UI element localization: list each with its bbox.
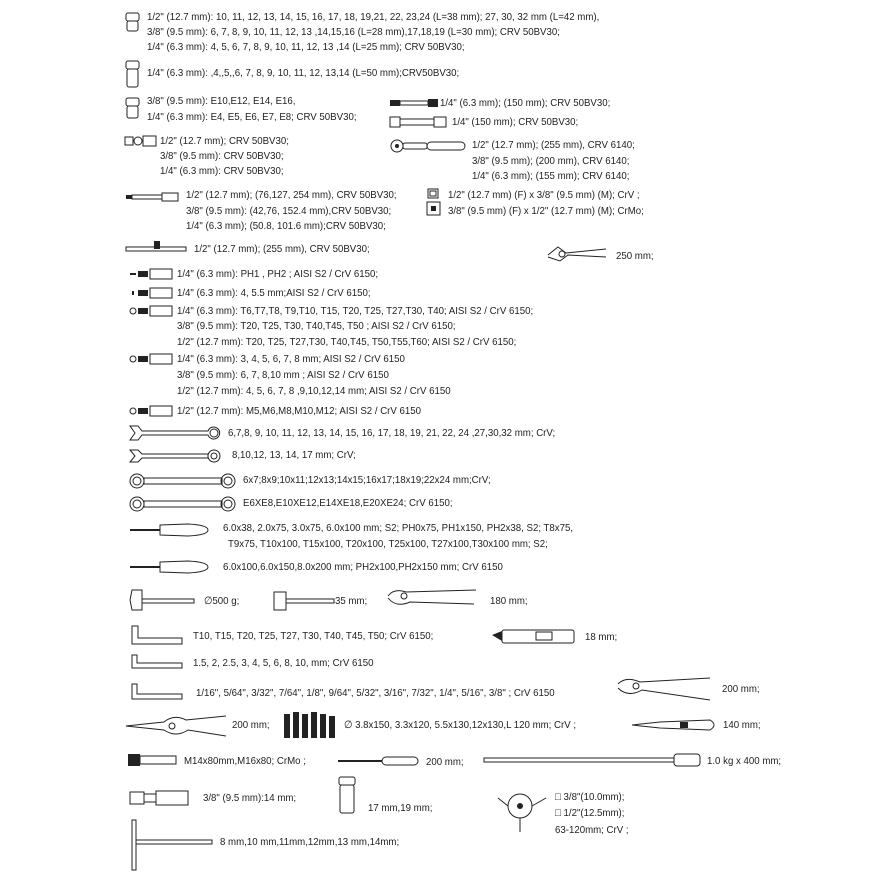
hex-key-inch-spec: 1/16", 5/64", 3/32", 7/64", 1/8", 9/64", 5/32", 3/16", 7/32", 1/4", 5/16", 3/8" ; CrV 6150	[196, 688, 555, 699]
screwdriver-long-spec: 6.0x100,6.0x150,8.0x200 mm; PH2x100,PH2x150 mm; CrV 6150	[223, 562, 503, 573]
extension-set-spec-line: 1/2" (12.7 mm); (76,127, 254 mm), CRV 50BV30;	[186, 190, 397, 201]
torx-key-icon	[130, 624, 184, 646]
extension-set-spec-line: 3/8" (9.5 mm): (42,76, 152.4 mm),CRV 50BV30;	[186, 206, 392, 217]
hex-key-spec: 1.5, 2, 2.5, 3, 4, 5, 6, 8, 10, mm; CrV 6150	[193, 658, 374, 669]
hex-bit-spec-line: 1/2" (12.7 mm): 4, 5, 6, 7, 8 ,9,10,12,14 mm; AISI S2 / CrV 6150	[177, 386, 451, 397]
ratchet-spec-line: 1/2" (12.7 mm); (255 mm), CRV 6140;	[472, 140, 635, 151]
spline-bit-socket-icon	[128, 405, 176, 417]
punch-set-icon	[282, 710, 338, 742]
voltage-tester-icon	[630, 716, 720, 734]
spark-plug-socket-spec: 3/8" (9.5 mm):14 mm;	[203, 793, 297, 804]
long-nose-pliers-spec: 200 mm;	[232, 720, 270, 731]
utility-knife-spec: 18 mm;	[585, 632, 618, 643]
universal-joint-spec-line: 1/4" (6.3 mm): CRV 50BV30;	[160, 166, 284, 177]
ratchet-wrench-spec: 8,10,12, 13, 14, 17 mm; CrV;	[232, 450, 356, 461]
bit-socket-spec-line: 1/4" (6.3 mm): PH1 , PH2 ; AISI S2 / CrV 6150;	[177, 269, 379, 280]
spline-bit-spec-line: 1/2" (12.7 mm): M5,M6,M8,M10,M12; AISI S2 / CrV 6150	[177, 406, 422, 417]
bit-socket-spec-line: 1/4" (6.3 mm): 4, 5.5 mm;AISI S2 / CrV 6150;	[177, 288, 371, 299]
allen-bit-socket-icon	[128, 353, 176, 365]
torx-socket-icon	[124, 97, 142, 121]
double-ring-wrench-icon	[128, 470, 238, 492]
locking-pliers-spec: 180 mm;	[490, 596, 528, 607]
mallet-spec: 35 mm;	[335, 596, 368, 607]
oil-filter-wrench-icon	[494, 788, 550, 836]
torx-ring-wrench-spec: E6XE8,E10XE12,E14XE18,E20XE24; CrV 6150;	[243, 498, 453, 509]
socket-spec-line: 3/8" (9.5 mm): 6, 7, 8, 9, 10, 11, 12, 13 ,14,15,16 (L=28 mm),17,18,19 (L=30 mm); CRV 50BV30;	[147, 27, 560, 38]
deep-socket-spec-line: 1/4" (6.3 mm): ,4,,5,,6, 7, 8, 9, 10, 11, 12, 13,14 (L=50 mm);CRV50BV30;	[147, 68, 460, 79]
hex-bit-spec-line: 3/8" (9.5 mm): 6, 7, 8,10 mm ; AISI S2 / CrV 6150	[177, 370, 389, 381]
phillips-bit-socket-icon	[128, 268, 176, 280]
punch-set-spec: ∅ 3.8x150, 3.3x120, 5.5x130,12x130,L 120 mm; CrV ;	[344, 720, 577, 731]
pick-tool-spec: 200 mm;	[426, 757, 464, 768]
flex-extension-icon	[388, 115, 450, 129]
extension-bar-icon	[388, 97, 440, 109]
ratchet-wrench-icon	[128, 446, 224, 466]
torx-socket-spec-line: 3/8" (9.5 mm): E10,E12, E14, E16,	[147, 96, 296, 107]
socket-spec-line: 1/2" (12.7 mm): 10, 11, 12, 13, 14, 15, 16, 17, 18, 19,21, 22, 23,24 (L=38 mm); 27, 30, 32 mm (L=42 mm),	[147, 12, 600, 23]
ratchet-spec-line: 1/4" (6.3 mm); (155 mm); CRV 6140;	[472, 171, 630, 182]
extension-set-icon	[124, 190, 182, 204]
hex-bit-socket-icon	[128, 287, 176, 299]
combination-wrench-spec: 6,7,8, 9, 10, 11, 12, 13, 14, 15, 16, 17, 18, 19, 21, 22, 24 ,27,30,32 mm; CrV;	[228, 428, 556, 439]
deep-socket-single-icon	[336, 776, 360, 816]
bit-socket-spec-line: 1/4" (6.3 mm): T6,T7,T8, T9,T10, T15, T20, T25, T27,T30, T40; AISI S2 / CrV 6150;	[177, 306, 534, 317]
screwdriver-icon	[128, 521, 212, 539]
universal-joint-spec-line: 1/2" (12.7 mm); CRV 50BV30;	[160, 136, 289, 147]
slip-joint-pliers-icon	[614, 674, 714, 704]
t-bar-icon	[124, 239, 190, 257]
water-pump-pliers-spec: 250 mm;	[616, 251, 654, 262]
torx-bit-socket-icon	[128, 305, 176, 317]
bit-socket-spec-line: 1/2" (12.7 mm): T20, T25, T27,T30, T40,T45, T50,T55,T60; AISI S2 / CrV 6150;	[177, 337, 517, 348]
universal-joint-spec-line: 3/8" (9.5 mm): CRV 50BV30;	[160, 151, 284, 162]
socket-icon	[124, 12, 142, 34]
hex-key-icon	[130, 653, 184, 671]
water-pump-pliers-icon	[544, 243, 610, 265]
hex-key-inch-icon	[130, 682, 184, 702]
spark-plug-socket-icon	[128, 789, 192, 807]
deep-socket-single-spec: 17 mm,19 mm;	[368, 803, 433, 814]
hex-bit-spec-line: 1/4" (6.3 mm): 3, 4, 5, 6, 7, 8 mm; AISI S2 / CrV 6150	[177, 354, 405, 365]
ratchet-spec-line: 3/8" (9.5 mm); (200 mm), CRV 6140;	[472, 156, 630, 167]
socket-spec-line: 1/4" (6.3 mm): 4, 5, 6, 7, 8, 9, 10, 11, 12, 13 ,14 (L=25 mm); CRV 50BV30;	[147, 42, 465, 53]
hammer-icon	[128, 586, 198, 614]
deep-socket-icon	[124, 60, 142, 90]
locking-pliers-icon	[384, 586, 480, 614]
screwdriver-spec-line: T9x75, T10x100, T15x100, T20x100, T25x100, T27x100,T30x100 mm; S2;	[228, 539, 548, 550]
torx-socket-spec-line: 1/4" (6.3 mm): E4, E5, E6, E7, E8; CRV 50BV30;	[147, 112, 357, 123]
adapter-spec-line: 1/2" (12.7 mm) (F) x 3/8" (9.5 mm) (M); CrV ;	[448, 190, 640, 201]
extension-set-spec-line: 1/4" (6.3 mm); (50.8, 101.6 mm);CRV 50BV30;	[186, 221, 386, 232]
oil-filter-wrench-spec: □ 3/8"(10.0mm);	[555, 792, 625, 803]
adapter-icon	[425, 188, 443, 218]
voltage-tester-spec: 140 mm;	[723, 720, 761, 731]
double-ring-wrench-spec: 6x7;8x9;10x11;12x13;14x15;16x17;18x19;22x24 mm;CrV;	[243, 475, 491, 486]
magnetic-pickup-spec: 1.0 kg x 400 mm;	[707, 756, 782, 767]
screwdriver-long-icon	[128, 558, 212, 576]
pick-tool-icon	[336, 755, 422, 767]
torx-ring-wrench-icon	[128, 493, 238, 515]
screwdriver-spec-line: 6.0x38, 2.0x75, 3.0x75, 6.0x100 mm; S2; PH0x75, PH1x150, PH2x38, S2; T8x75,	[223, 523, 574, 534]
flex-extension-spec-line: 1/4" (150 mm); CRV 50BV30;	[452, 117, 579, 128]
bit-socket-spec-line: 3/8" (9.5 mm): T20, T25, T30, T40,T45, T50 ; AISI S2 / CrV 6150;	[177, 321, 456, 332]
combination-wrench-icon	[128, 422, 224, 444]
ratchet-icon	[388, 138, 468, 154]
t-handle-wrench-spec: 8 mm,10 mm,11mm,12mm,13 mm,14mm;	[220, 837, 400, 848]
slip-joint-pliers-spec: 200 mm;	[722, 684, 760, 695]
magnetic-pickup-icon	[482, 752, 704, 770]
extension-spec-line: 1/4" (6.3 mm); (150 mm); CRV 50BV30;	[440, 98, 611, 109]
stud-extractor-spec: M14x80mm,M16x80; CrMo ;	[184, 756, 306, 767]
oil-filter-wrench-spec: 63-120mm; CrV ;	[555, 825, 629, 836]
t-handle-wrench-icon	[126, 818, 216, 872]
universal-joint-icon	[124, 134, 158, 148]
mallet-icon	[272, 590, 336, 612]
hammer-spec: ∅500 g;	[204, 596, 240, 607]
torx-key-spec: T10, T15, T20, T25, T27, T30, T40, T45, T50; CrV 6150;	[193, 631, 434, 642]
utility-knife-icon	[490, 627, 580, 647]
adapter-spec-line: 3/8" (9.5 mm) (F) x 1/2" (12.7 mm) (M); CrMo;	[448, 206, 644, 217]
long-nose-pliers-icon	[124, 712, 230, 740]
t-bar-spec-line: 1/2" (12.7 mm); (255 mm), CRV 50BV30;	[194, 244, 370, 255]
oil-filter-wrench-spec: □ 1/2"(12.5mm);	[555, 808, 625, 819]
stud-extractor-icon	[126, 752, 180, 768]
